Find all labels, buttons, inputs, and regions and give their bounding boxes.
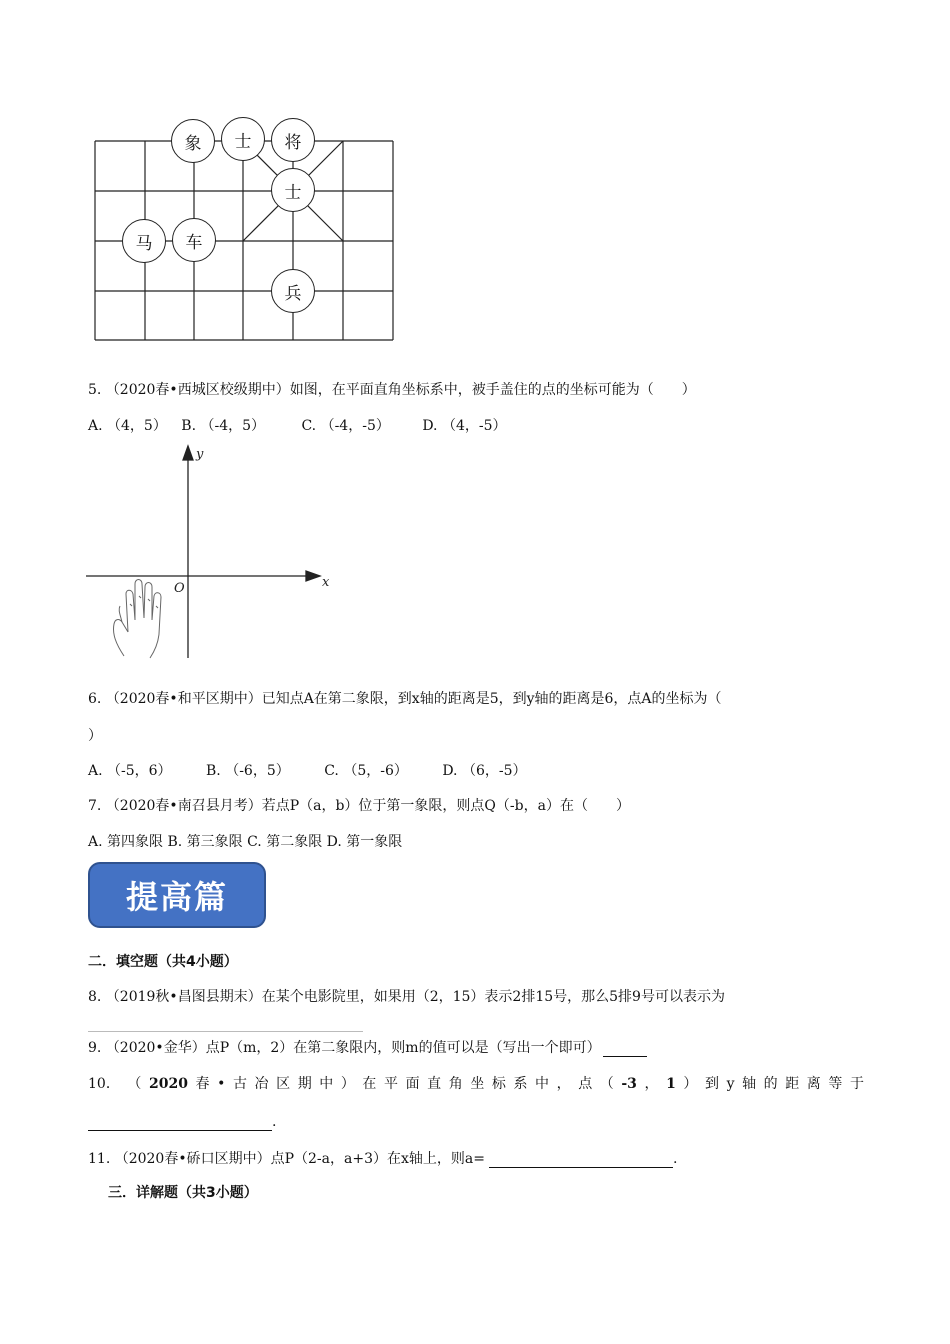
x-axis-label: x <box>322 575 330 590</box>
q10-char: 点 <box>578 1076 593 1092</box>
chess-piece-bing <box>271 269 315 313</box>
q10-char: 轴 <box>742 1076 757 1092</box>
q10-char: ） <box>683 1076 698 1092</box>
chess-piece-shi-top <box>221 117 265 161</box>
piece-label: 士 <box>234 131 252 152</box>
q6-stem-line1: 6. （2020春•和平区期中）已知点A在第二象限，到x轴的距离是5，到y轴的距离是6，点A的坐标为（ <box>88 691 722 707</box>
q10-char: 中 <box>535 1076 550 1092</box>
hand-icon <box>113 580 161 659</box>
q10-char: 距 <box>785 1076 800 1092</box>
chess-piece-ma <box>122 219 166 263</box>
q6-option-a: A. （-5，6） <box>88 763 172 779</box>
q5-option-d: D. （4，-5） <box>422 418 507 434</box>
q10-char: 古 <box>232 1076 247 1092</box>
q10-char: 离 <box>806 1076 821 1092</box>
q6-option-c: C. （5，-6） <box>324 763 408 779</box>
q6-options <box>88 762 527 780</box>
q8-stem: 8. （2019秋•昌图县期末）在某个电影院里，如果用（2，15）表示2排15号，那么5排9号可以表示为 <box>88 989 725 1005</box>
q10-char: 直 <box>427 1076 442 1092</box>
q10-stem <box>88 1075 864 1093</box>
q10-answer-blank[interactable] <box>88 1116 272 1131</box>
q11-end: . <box>672 1151 678 1167</box>
q10-char: 平 <box>384 1076 398 1092</box>
q5-option-a: A. （4，5） <box>88 418 167 434</box>
q10-char: 冶 <box>254 1076 269 1092</box>
q6-stem-line2: ） <box>88 728 102 744</box>
q5-options <box>88 417 506 435</box>
q6-option-b: B. （-6，5） <box>206 763 290 779</box>
q6-option-d: D. （6，-5） <box>442 763 527 779</box>
q10-char: （ <box>599 1076 614 1092</box>
q10-char: 面 <box>405 1076 420 1092</box>
q10-char: 期 <box>297 1076 312 1092</box>
q10-char: -3 <box>621 1076 637 1092</box>
q9-stem: 9. （2020•金华）点P（m，2）在第二象限内，则m的值可以是（写出一个即可） <box>88 1040 601 1056</box>
section-2-title: 二．填空题（共4小题） <box>88 954 238 970</box>
chess-piece-jiang <box>271 118 315 162</box>
q10-char: 角 <box>448 1076 463 1092</box>
q10-char: • <box>217 1076 226 1092</box>
q5-option-b: B. （-4，5） <box>181 418 266 434</box>
q11-answer-blank[interactable] <box>489 1153 673 1168</box>
q9-answer-blank[interactable] <box>603 1042 647 1057</box>
q5-stem: 5. （2020春•西城区校级期中）如图，在平面直角坐标系中，被手盖住的点的坐标可能为（ ） <box>88 382 696 398</box>
section-3-title: 三．详解题（共3小题） <box>108 1185 258 1201</box>
banner-text: 提高篇 <box>125 878 228 916</box>
piece-label: 将 <box>284 132 302 153</box>
chess-piece-xiang <box>171 119 215 163</box>
q9-row <box>88 1039 647 1057</box>
q10-char: ， <box>644 1076 659 1092</box>
piece-label: 士 <box>284 182 302 203</box>
q10-char: 等 <box>828 1076 843 1092</box>
q10-char: 区 <box>276 1076 291 1092</box>
q10-char: 的 <box>763 1076 778 1092</box>
chess-piece-shi-palace <box>271 168 315 212</box>
q10-char: 标 <box>491 1076 506 1092</box>
q8-answer-blank[interactable] <box>88 1031 363 1032</box>
q10-char: ） <box>340 1076 355 1092</box>
q10-char: 2020 <box>148 1076 188 1092</box>
q5-option-c: C. （-4，-5） <box>301 418 390 434</box>
origin-label: O <box>174 581 185 596</box>
q10-answer-row <box>88 1113 276 1131</box>
piece-label: 车 <box>185 232 203 253</box>
y-axis-label: y <box>196 447 204 462</box>
q10-char: （ <box>127 1076 142 1092</box>
q10-char: 10． <box>88 1076 120 1092</box>
piece-label: 象 <box>184 133 202 154</box>
advanced-section-banner <box>88 862 266 928</box>
piece-label: 兵 <box>284 283 302 304</box>
chess-piece-che <box>172 218 216 262</box>
q11-stem: 11. （2020春•硚口区期中）点P（2-a，a+3）在x轴上，则a= <box>88 1151 485 1167</box>
q10-char: 系 <box>513 1076 528 1092</box>
q10-char: 坐 <box>470 1076 485 1092</box>
piece-label: 马 <box>135 233 153 254</box>
q10-char: 到 <box>704 1076 719 1092</box>
q10-char: y <box>726 1076 735 1092</box>
coordinate-axes-figure <box>84 444 344 664</box>
q10-char: 春 <box>195 1076 210 1092</box>
q7-stem: 7. （2020春•南召县月考）若点P（a，b）位于第一象限，则点Q（-b，a）在（ ） <box>88 798 630 814</box>
q7-options: A. 第四象限 B. 第三象限 C. 第二象限 D. 第一象限 <box>88 834 403 850</box>
q11-row <box>88 1150 677 1168</box>
q10-end: . <box>272 1114 277 1130</box>
q10-char: ， <box>556 1076 571 1092</box>
q10-char: 中 <box>319 1076 334 1092</box>
q10-char: 在 <box>362 1076 377 1092</box>
q10-char: 1 <box>666 1076 676 1092</box>
q10-char: 于 <box>849 1076 864 1092</box>
